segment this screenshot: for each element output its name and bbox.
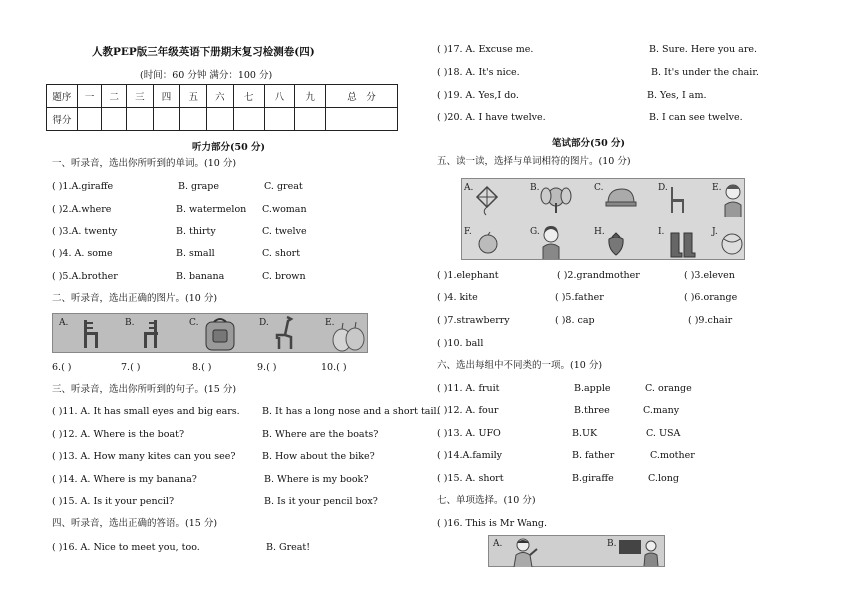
score-cell[interactable] bbox=[77, 108, 102, 131]
question-5-3: ( )3.eleven bbox=[684, 270, 735, 281]
question-6-12-stem: ( )12. A. four bbox=[437, 405, 499, 416]
score-header-cell: 九 bbox=[295, 85, 326, 108]
pic-f-label: F. bbox=[464, 227, 472, 237]
question-5-option-b: B. banana bbox=[176, 271, 225, 282]
score-cell[interactable] bbox=[180, 108, 207, 131]
question-5-10: ( )10. ball bbox=[437, 338, 484, 349]
section-1-title: 一、听录音，选出你所听到的单词。(10 分) bbox=[52, 158, 237, 169]
question-17-stem: ( )17. A. Excuse me. bbox=[437, 44, 534, 55]
section-7-title: 七、单项选择。(10 分) bbox=[437, 495, 536, 506]
score-header-cell: 八 bbox=[264, 85, 295, 108]
question-6-14-c: C.mother bbox=[650, 450, 695, 461]
pic-e-label: E. bbox=[712, 183, 722, 193]
question-5-7: ( )7.strawberry bbox=[437, 315, 510, 326]
question-6-11-stem: ( )11. A. fruit bbox=[437, 383, 500, 394]
score-cell[interactable] bbox=[295, 108, 326, 131]
question-5-1: ( )1.elephant bbox=[437, 270, 499, 281]
question-5-4: ( )4. kite bbox=[437, 292, 478, 303]
boots-icon bbox=[668, 231, 698, 259]
answer-10[interactable]: 10.( ) bbox=[321, 362, 347, 373]
section-5-title: 五、读一读，选择与单词相符的图片。(10 分) bbox=[437, 156, 631, 167]
section-2-picture-strip bbox=[52, 313, 368, 353]
pic-a-label: A. bbox=[493, 539, 503, 549]
question-13-option-b: B. How about the bike? bbox=[262, 451, 375, 462]
pic-h-label: H. bbox=[594, 227, 605, 237]
score-cell[interactable] bbox=[127, 108, 154, 131]
time-info: (时间：60 分钟 满分：100 分) bbox=[140, 70, 273, 81]
question-18-option-b: B. It's under the chair. bbox=[651, 67, 759, 78]
score-cell[interactable] bbox=[153, 108, 180, 131]
question-18-stem: ( )18. A. It's nice. bbox=[437, 67, 520, 78]
section-7-picture-strip bbox=[488, 535, 665, 567]
question-12-stem: ( )12. A. Where is the boat? bbox=[52, 429, 185, 440]
question-5-9: ( )9.chair bbox=[688, 315, 733, 326]
section-3-title: 三、听录音，选出你所听到的句子。(15 分) bbox=[52, 384, 237, 395]
question-15-option-b: B. Is it your pencil box? bbox=[264, 496, 378, 507]
question-19-stem: ( )19. A. Yes,I do. bbox=[437, 90, 519, 101]
giraffe-icon bbox=[271, 315, 295, 351]
pic-c-label: C. bbox=[189, 318, 199, 328]
question-5-8: ( )8. cap bbox=[555, 315, 595, 326]
woman-icon bbox=[509, 537, 539, 567]
question-1-stem: ( )1.A.giraffe bbox=[52, 181, 114, 192]
kite-icon bbox=[474, 185, 500, 217]
grandmother-icon bbox=[540, 225, 562, 259]
score-cell[interactable] bbox=[233, 108, 264, 131]
question-6-11-b: B.apple bbox=[574, 383, 611, 394]
pic-b-label: B. bbox=[125, 318, 135, 328]
score-header-cell: 五 bbox=[180, 85, 207, 108]
question-12-option-b: B. Where are the boats? bbox=[262, 429, 379, 440]
teacher-icon bbox=[619, 538, 663, 566]
score-header-cell: 二 bbox=[102, 85, 127, 108]
elephant-icon bbox=[540, 183, 572, 215]
score-table bbox=[46, 84, 398, 131]
answer-6[interactable]: 6.( ) bbox=[52, 362, 72, 373]
page-title: 人教PEP版三年级英语下册期末复习检测卷(四) bbox=[92, 46, 315, 58]
ball-icon bbox=[720, 231, 744, 257]
answer-9[interactable]: 9.( ) bbox=[257, 362, 277, 373]
question-6-15-c: C.long bbox=[648, 473, 679, 484]
score-header-cell: 四 bbox=[153, 85, 180, 108]
question-16-option-b: B. Great! bbox=[266, 542, 311, 553]
answer-7[interactable]: 7.( ) bbox=[121, 362, 141, 373]
score-header-cell: 六 bbox=[207, 85, 234, 108]
question-20-stem: ( )20. A. I have twelve. bbox=[437, 112, 546, 123]
question-4-stem: ( )4. A. some bbox=[52, 248, 113, 259]
score-table-score-row bbox=[47, 108, 398, 131]
pic-d-label: D. bbox=[658, 183, 668, 193]
question-6-11-c: C. orange bbox=[645, 383, 692, 394]
pic-g-label: G. bbox=[530, 227, 540, 237]
score-header-cell: 七 bbox=[233, 85, 264, 108]
question-6-12-c: C.many bbox=[643, 405, 680, 416]
score-table-header-row bbox=[47, 85, 398, 108]
question-5-option-c: C. brown bbox=[262, 271, 306, 282]
question-14-stem: ( )14. A. Where is my banana? bbox=[52, 474, 197, 485]
pic-a-label: A. bbox=[59, 318, 69, 328]
score-cell[interactable] bbox=[326, 108, 398, 131]
score-header-cell: 三 bbox=[127, 85, 154, 108]
question-6-12-b: B.three bbox=[574, 405, 610, 416]
question-15-stem: ( )15. A. Is it your pencil? bbox=[52, 496, 175, 507]
question-5-6: ( )6.orange bbox=[684, 292, 738, 303]
question-4-option-b: B. small bbox=[176, 248, 215, 259]
pic-b-label: B. bbox=[530, 183, 540, 193]
question-6-13-c: C. USA bbox=[646, 428, 681, 439]
question-20-option-b: B. I can see twelve. bbox=[649, 112, 743, 123]
question-6-14-b: B. father bbox=[572, 450, 615, 461]
question-14-option-b: B. Where is my book? bbox=[264, 474, 369, 485]
father-icon bbox=[722, 183, 744, 217]
bag-icon bbox=[203, 316, 237, 352]
pears-icon bbox=[331, 320, 365, 352]
score-header-cell: 题序 bbox=[47, 85, 78, 108]
question-16-stem: ( )16. A. Nice to meet you, too. bbox=[52, 542, 200, 553]
pic-c-label: C. bbox=[594, 183, 604, 193]
pic-i-label: I. bbox=[658, 227, 665, 237]
question-6-13-stem: ( )13. A. UFO bbox=[437, 428, 501, 439]
section-4-title: 四、听录音，选出正确的答语。(15 分) bbox=[52, 518, 218, 529]
pic-a-label: A. bbox=[464, 183, 474, 193]
score-header-cell: 总 分 bbox=[326, 85, 398, 108]
orange-icon bbox=[476, 231, 500, 255]
question-5-2: ( )2.grandmother bbox=[557, 270, 640, 281]
question-6-13-b: B.UK bbox=[572, 428, 598, 439]
score-row-label: 得分 bbox=[47, 108, 78, 131]
question-6-15-b: B.giraffe bbox=[572, 473, 614, 484]
question-5-stem: ( )5.A.brother bbox=[52, 271, 118, 282]
question-7-16-stem: ( )16. This is Mr Wang. bbox=[437, 518, 547, 529]
listening-heading: 听力部分(50 分) bbox=[192, 142, 266, 153]
score-cell[interactable] bbox=[264, 108, 295, 131]
question-11-option-b: B. It has a long nose and a short tail. bbox=[262, 406, 440, 417]
pic-j-label: J. bbox=[712, 227, 718, 237]
score-cell[interactable] bbox=[207, 108, 234, 131]
question-1-option-b: B. grape bbox=[178, 181, 220, 192]
pic-e-label: E. bbox=[325, 318, 335, 328]
question-3-option-b: B. thirty bbox=[176, 226, 216, 237]
cap-icon bbox=[604, 187, 638, 211]
written-heading: 笔试部分(50 分) bbox=[552, 138, 626, 149]
chair-icon bbox=[141, 318, 161, 350]
question-13-stem: ( )13. A. How many kites can you see? bbox=[52, 451, 236, 462]
pic-d-label: D. bbox=[259, 318, 269, 328]
question-2-option-c: C.woman bbox=[262, 204, 307, 215]
question-11-stem: ( )11. A. It has small eyes and big ears. bbox=[52, 406, 240, 417]
section-2-title: 二、听录音，选出正确的图片。(10 分) bbox=[52, 293, 218, 304]
section-5-picture-grid bbox=[461, 178, 745, 260]
strawberry-icon bbox=[606, 231, 626, 257]
score-header-cell: 一 bbox=[77, 85, 102, 108]
question-3-stem: ( )3.A. twenty bbox=[52, 226, 118, 237]
chair-icon bbox=[81, 318, 101, 350]
question-6-15-stem: ( )15. A. short bbox=[437, 473, 504, 484]
question-3-option-c: C. twelve bbox=[262, 226, 307, 237]
question-1-option-c: C. great bbox=[264, 181, 303, 192]
question-2-option-b: B. watermelon bbox=[176, 204, 247, 215]
question-2-stem: ( )2.A.where bbox=[52, 204, 112, 215]
score-cell[interactable] bbox=[102, 108, 127, 131]
question-17-option-b: B. Sure. Here you are. bbox=[649, 44, 758, 55]
question-5-5: ( )5.father bbox=[555, 292, 604, 303]
question-6-14-stem: ( )14.A.family bbox=[437, 450, 503, 461]
question-4-option-c: C. short bbox=[262, 248, 301, 259]
chair-icon bbox=[668, 185, 688, 215]
section-6-title: 六、选出每组中不同类的一项。(10 分) bbox=[437, 360, 603, 371]
answer-8[interactable]: 8.( ) bbox=[192, 362, 212, 373]
pic-b-label: B. bbox=[607, 539, 617, 549]
question-19-option-b: B. Yes, I am. bbox=[647, 90, 707, 101]
